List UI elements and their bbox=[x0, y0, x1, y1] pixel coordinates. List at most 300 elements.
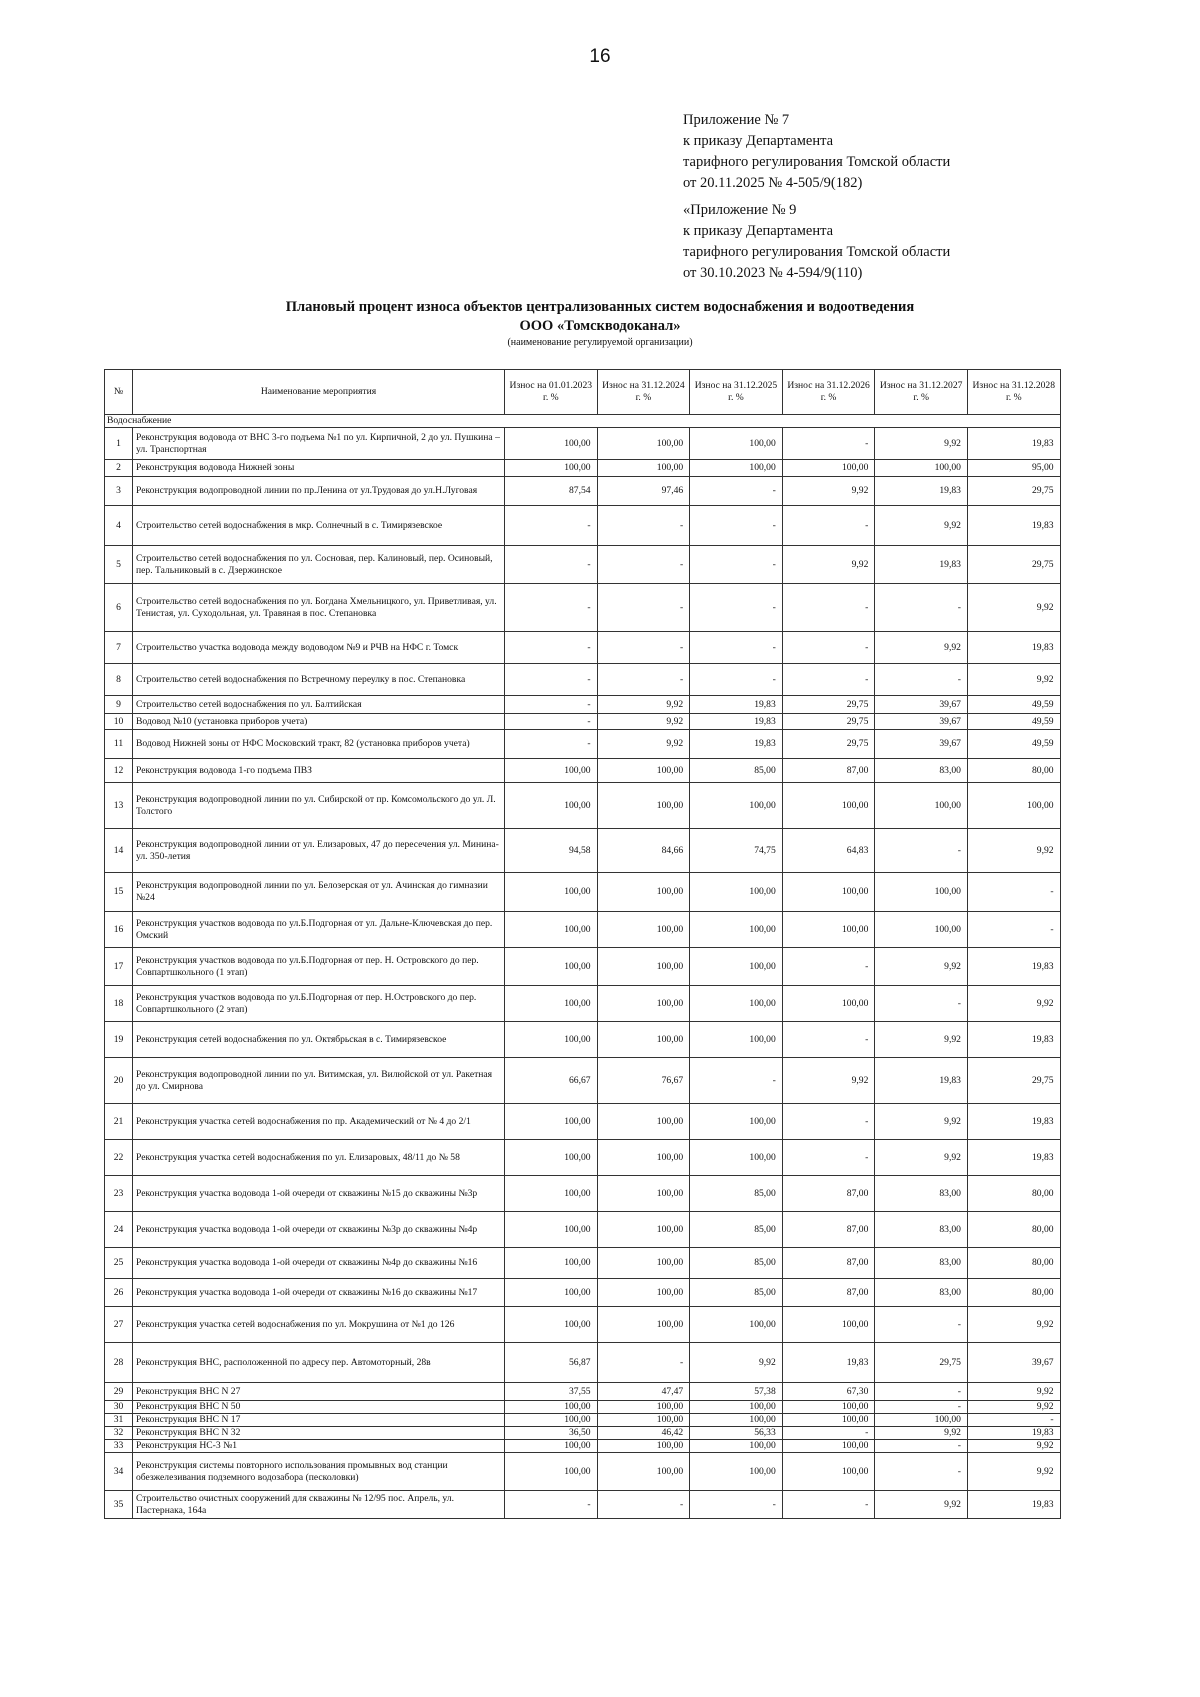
table-row bbox=[105, 1427, 1061, 1440]
wear-value: 19,83 bbox=[690, 714, 783, 730]
measure-name: Реконструкция участков водовода по ул.Б.Подгорная от пер. Н.Островского до пер. Совпартшкольного (2 этап) bbox=[133, 986, 505, 1022]
organization-name: ООО «Томскводоканал» bbox=[519, 318, 681, 334]
appendix-7-line: от 20.11.2025 № 4-505/9(182) bbox=[683, 175, 863, 191]
appendix-9-line: «Приложение № 9 bbox=[683, 202, 797, 218]
table-row bbox=[105, 477, 1061, 506]
wear-value: - bbox=[875, 664, 968, 696]
wear-value: - bbox=[782, 1104, 875, 1140]
table-row bbox=[105, 730, 1061, 759]
wear-value: 100,00 bbox=[782, 1401, 875, 1414]
wear-value: - bbox=[875, 584, 968, 632]
wear-value: 85,00 bbox=[690, 759, 783, 783]
header-number: № bbox=[105, 370, 133, 415]
table-row bbox=[105, 664, 1061, 696]
wear-value: 9,92 bbox=[875, 1427, 968, 1440]
wear-value: - bbox=[782, 632, 875, 664]
wear-value: 100,00 bbox=[782, 1414, 875, 1427]
wear-value: 9,92 bbox=[875, 506, 968, 546]
wear-value: 29,75 bbox=[967, 546, 1060, 584]
wear-value: 95,00 bbox=[967, 460, 1060, 477]
wear-value: 87,00 bbox=[782, 1176, 875, 1212]
row-number: 15 bbox=[105, 873, 133, 912]
wear-value: 100,00 bbox=[505, 873, 598, 912]
wear-value: 19,83 bbox=[967, 1491, 1060, 1519]
page-number: 16 bbox=[589, 46, 611, 67]
wear-value: 19,83 bbox=[967, 428, 1060, 460]
measure-name: Реконструкция системы повторного использования промывных вод станции обезжелезивания подземного водозабора (песколовки) bbox=[133, 1453, 505, 1491]
table-row bbox=[105, 829, 1061, 873]
wear-value: 9,92 bbox=[597, 696, 690, 714]
wear-value: 100,00 bbox=[597, 948, 690, 986]
wear-value: 100,00 bbox=[505, 1453, 598, 1491]
wear-value: - bbox=[875, 1453, 968, 1491]
measure-name: Реконструкция водопроводной линии по ул. Белозерская от ул. Ачинская до гимназии №24 bbox=[133, 873, 505, 912]
table-row bbox=[105, 948, 1061, 986]
table-row bbox=[105, 584, 1061, 632]
wear-value: 100,00 bbox=[690, 1022, 783, 1058]
wear-value: 100,00 bbox=[505, 948, 598, 986]
row-number: 23 bbox=[105, 1176, 133, 1212]
table-row bbox=[105, 696, 1061, 714]
measure-name: Реконструкция участков водовода по ул.Б.Подгорная от ул. Дальне-Ключевская до пер. Омский bbox=[133, 912, 505, 948]
wear-value: 49,59 bbox=[967, 696, 1060, 714]
wear-value: 85,00 bbox=[690, 1212, 783, 1248]
measure-name: Строительство сетей водоснабжения по Встречному переулку в пос. Степановка bbox=[133, 664, 505, 696]
wear-value: - bbox=[875, 1383, 968, 1401]
wear-value: 29,75 bbox=[967, 1058, 1060, 1104]
wear-value: 100,00 bbox=[875, 1414, 968, 1427]
wear-value: 19,83 bbox=[875, 1058, 968, 1104]
measure-name: Реконструкция НС-3 №1 bbox=[133, 1440, 505, 1453]
wear-value: 100,00 bbox=[505, 986, 598, 1022]
wear-value: 9,92 bbox=[875, 1104, 968, 1140]
wear-value: - bbox=[597, 1491, 690, 1519]
wear-value: 49,59 bbox=[967, 714, 1060, 730]
table-row bbox=[105, 1401, 1061, 1414]
wear-value: 83,00 bbox=[875, 759, 968, 783]
wear-value: 87,00 bbox=[782, 1212, 875, 1248]
appendix-9-line: тарифного регулирования Томской области bbox=[683, 244, 951, 260]
wear-value: 19,83 bbox=[690, 696, 783, 714]
wear-value: 100,00 bbox=[875, 912, 968, 948]
wear-value: 87,00 bbox=[782, 1248, 875, 1279]
header-measure-name: Наименование мероприятия bbox=[133, 370, 505, 415]
table-row bbox=[105, 460, 1061, 477]
table-row bbox=[105, 428, 1061, 460]
measure-name: Реконструкция водовода от ВНС 3-го подъема №1 по ул. Кирпичной, 2 до ул. Пушкина – ул. Транспортная bbox=[133, 428, 505, 460]
wear-value: 100,00 bbox=[690, 1104, 783, 1140]
table-row bbox=[105, 1414, 1061, 1427]
wear-value: 83,00 bbox=[875, 1279, 968, 1307]
wear-value: - bbox=[782, 428, 875, 460]
wear-value: 64,83 bbox=[782, 829, 875, 873]
wear-value: 100,00 bbox=[875, 783, 968, 829]
appendix-7-block bbox=[683, 110, 1003, 194]
wear-value: 80,00 bbox=[967, 1279, 1060, 1307]
table-row bbox=[105, 1440, 1061, 1453]
wear-value: 9,92 bbox=[875, 1491, 968, 1519]
wear-value: - bbox=[505, 1491, 598, 1519]
wear-value: - bbox=[505, 714, 598, 730]
table-row bbox=[105, 1343, 1061, 1383]
measure-name: Реконструкция ВНС N 17 bbox=[133, 1414, 505, 1427]
wear-value: - bbox=[690, 632, 783, 664]
measure-name: Реконструкция водопроводной линии по пр.Ленина от ул.Трудовая до ул.Н.Луговая bbox=[133, 477, 505, 506]
wear-value: 80,00 bbox=[967, 1212, 1060, 1248]
row-number: 20 bbox=[105, 1058, 133, 1104]
measure-name: Реконструкция ВНС N 27 bbox=[133, 1383, 505, 1401]
wear-value: 100,00 bbox=[690, 912, 783, 948]
table-row bbox=[105, 1279, 1061, 1307]
wear-value: - bbox=[505, 632, 598, 664]
wear-value: 9,92 bbox=[967, 1440, 1060, 1453]
wear-value: 9,92 bbox=[875, 948, 968, 986]
wear-value: 84,66 bbox=[597, 829, 690, 873]
wear-value: 100,00 bbox=[505, 783, 598, 829]
wear-value: 9,92 bbox=[967, 664, 1060, 696]
wear-value: - bbox=[690, 506, 783, 546]
header-period: Износ на 01.01.2023 г. % bbox=[505, 370, 598, 415]
wear-value: 94,58 bbox=[505, 829, 598, 873]
wear-value: 49,59 bbox=[967, 730, 1060, 759]
wear-value: 100,00 bbox=[505, 759, 598, 783]
wear-value: 9,92 bbox=[782, 477, 875, 506]
measure-name: Реконструкция участка сетей водоснабжения по ул. Елизаровых, 48/11 до № 58 bbox=[133, 1140, 505, 1176]
row-number: 7 bbox=[105, 632, 133, 664]
measure-name: Строительство участка водовода между водоводом №9 и РЧВ на НФС г. Томск bbox=[133, 632, 505, 664]
wear-value: 100,00 bbox=[690, 948, 783, 986]
wear-value: 9,92 bbox=[782, 1058, 875, 1104]
wear-value: 100,00 bbox=[597, 1279, 690, 1307]
wear-value: - bbox=[875, 829, 968, 873]
wear-value: 80,00 bbox=[967, 759, 1060, 783]
table-row bbox=[105, 1058, 1061, 1104]
table-row bbox=[105, 1140, 1061, 1176]
wear-value: - bbox=[597, 546, 690, 584]
wear-value: 74,75 bbox=[690, 829, 783, 873]
table-row bbox=[105, 632, 1061, 664]
measure-name: Реконструкция водовода 1-го подъема ПВЗ bbox=[133, 759, 505, 783]
wear-value: 100,00 bbox=[505, 1104, 598, 1140]
row-number: 19 bbox=[105, 1022, 133, 1058]
measure-name: Строительство сетей водоснабжения в мкр. Солнечный в с. Тимирязевское bbox=[133, 506, 505, 546]
row-number: 18 bbox=[105, 986, 133, 1022]
wear-value: 100,00 bbox=[690, 1140, 783, 1176]
measure-name: Реконструкция ВНС N 32 bbox=[133, 1427, 505, 1440]
wear-value: 83,00 bbox=[875, 1212, 968, 1248]
wear-value: 76,67 bbox=[597, 1058, 690, 1104]
header-period: Износ на 31.12.2026 г. % bbox=[782, 370, 875, 415]
wear-percentage-table bbox=[104, 369, 1061, 1519]
wear-value: 39,67 bbox=[967, 1343, 1060, 1383]
wear-value: 100,00 bbox=[597, 759, 690, 783]
wear-value: - bbox=[875, 1440, 968, 1453]
row-number: 11 bbox=[105, 730, 133, 759]
wear-value: 100,00 bbox=[505, 1440, 598, 1453]
wear-value: - bbox=[782, 1022, 875, 1058]
measure-name: Реконструкция участка сетей водоснабжения по ул. Мокрушина от №1 до 126 bbox=[133, 1307, 505, 1343]
wear-value: 100,00 bbox=[597, 1022, 690, 1058]
wear-value: 87,54 bbox=[505, 477, 598, 506]
wear-value: 19,83 bbox=[875, 477, 968, 506]
wear-value: 100,00 bbox=[597, 1140, 690, 1176]
row-number: 28 bbox=[105, 1343, 133, 1383]
wear-value: 100,00 bbox=[597, 873, 690, 912]
table-row bbox=[105, 1104, 1061, 1140]
wear-value: 29,75 bbox=[782, 730, 875, 759]
wear-value: 100,00 bbox=[782, 783, 875, 829]
row-number: 10 bbox=[105, 714, 133, 730]
appendix-9-line: к приказу Департамента bbox=[683, 223, 834, 239]
row-number: 34 bbox=[105, 1453, 133, 1491]
wear-value: 56,33 bbox=[690, 1427, 783, 1440]
header-period: Износ на 31.12.2024 г. % bbox=[597, 370, 690, 415]
table-row bbox=[105, 1453, 1061, 1491]
wear-value: 100,00 bbox=[597, 1453, 690, 1491]
wear-value: 19,83 bbox=[967, 632, 1060, 664]
wear-value: - bbox=[967, 873, 1060, 912]
measure-name: Реконструкция сетей водоснабжения по ул. Октябрьская в с. Тимирязевское bbox=[133, 1022, 505, 1058]
wear-value: 100,00 bbox=[690, 460, 783, 477]
row-number: 30 bbox=[105, 1401, 133, 1414]
appendix-7-line: к приказу Департамента bbox=[683, 133, 834, 149]
row-number: 32 bbox=[105, 1427, 133, 1440]
wear-value: - bbox=[690, 1491, 783, 1519]
wear-value: 100,00 bbox=[690, 1307, 783, 1343]
wear-value: - bbox=[782, 948, 875, 986]
header-period: Износ на 31.12.2027 г. % bbox=[875, 370, 968, 415]
wear-value: 80,00 bbox=[967, 1248, 1060, 1279]
wear-value: 100,00 bbox=[690, 428, 783, 460]
wear-value: 9,92 bbox=[597, 730, 690, 759]
measure-name: Реконструкция водовода Нижней зоны bbox=[133, 460, 505, 477]
row-number: 22 bbox=[105, 1140, 133, 1176]
table-row bbox=[105, 912, 1061, 948]
wear-value: 100,00 bbox=[690, 986, 783, 1022]
row-number: 17 bbox=[105, 948, 133, 986]
appendix-7-line: Приложение № 7 bbox=[683, 112, 790, 128]
document-title-line: Плановый процент износа объектов централизованных систем водоснабжения и водоотведения bbox=[285, 299, 915, 315]
measure-name: Строительство очистных сооружений для скважины № 12/95 пос. Апрель, ул. Пастернака, 164а bbox=[133, 1491, 505, 1519]
wear-value: - bbox=[505, 664, 598, 696]
wear-value: 19,83 bbox=[875, 546, 968, 584]
wear-value: 9,92 bbox=[875, 428, 968, 460]
row-number: 33 bbox=[105, 1440, 133, 1453]
wear-value: 100,00 bbox=[505, 1022, 598, 1058]
wear-value: 100,00 bbox=[597, 1248, 690, 1279]
wear-value: 83,00 bbox=[875, 1176, 968, 1212]
wear-value: 29,75 bbox=[967, 477, 1060, 506]
measure-name: Реконструкция участка водовода 1-ой очереди от скважины №3р до скважины №4р bbox=[133, 1212, 505, 1248]
header-period: Износ на 31.12.2025 г. % bbox=[690, 370, 783, 415]
table-row bbox=[105, 873, 1061, 912]
wear-value: 100,00 bbox=[782, 912, 875, 948]
wear-value: 9,92 bbox=[967, 986, 1060, 1022]
wear-value: - bbox=[505, 584, 598, 632]
table-row bbox=[105, 714, 1061, 730]
wear-value: 36,50 bbox=[505, 1427, 598, 1440]
table-row bbox=[105, 546, 1061, 584]
wear-value: - bbox=[505, 546, 598, 584]
measure-name: Водовод №10 (установка приборов учета) bbox=[133, 714, 505, 730]
wear-value: 100,00 bbox=[782, 873, 875, 912]
row-number: 5 bbox=[105, 546, 133, 584]
appendix-9-block bbox=[683, 200, 1003, 284]
measure-name: Водовод Нижней зоны от НФС Московский тракт, 82 (установка приборов учета) bbox=[133, 730, 505, 759]
row-number: 26 bbox=[105, 1279, 133, 1307]
measure-name: Реконструкция участка водовода 1-ой очереди от скважины №15 до скважины №3р bbox=[133, 1176, 505, 1212]
measure-name: Реконструкция ВНС, расположенной по адресу пер. Автомоторный, 28в bbox=[133, 1343, 505, 1383]
wear-value: - bbox=[597, 632, 690, 664]
wear-value: 66,67 bbox=[505, 1058, 598, 1104]
row-number: 3 bbox=[105, 477, 133, 506]
wear-value: 100,00 bbox=[597, 1212, 690, 1248]
wear-value: 100,00 bbox=[505, 1248, 598, 1279]
wear-value: 83,00 bbox=[875, 1248, 968, 1279]
measure-name: Реконструкция участка водовода 1-ой очереди от скважины №4р до скважины №16 bbox=[133, 1248, 505, 1279]
table-row bbox=[105, 1383, 1061, 1401]
wear-value: - bbox=[505, 506, 598, 546]
wear-value: 100,00 bbox=[505, 1414, 598, 1427]
wear-value: 100,00 bbox=[967, 783, 1060, 829]
wear-value: 9,92 bbox=[967, 1383, 1060, 1401]
wear-value: - bbox=[782, 584, 875, 632]
measure-name: Реконструкция водопроводной линии от ул. Елизаровых, 47 до пересечения ул. Минина-ул. 350-летия bbox=[133, 829, 505, 873]
wear-value: 100,00 bbox=[505, 1176, 598, 1212]
wear-value: 100,00 bbox=[505, 1401, 598, 1414]
wear-value: 29,75 bbox=[782, 696, 875, 714]
wear-value: 9,92 bbox=[967, 1307, 1060, 1343]
measure-name: Реконструкция водопроводной линии по ул. Сибирской от пр. Комсомольского до ул. Л. Толстого bbox=[133, 783, 505, 829]
wear-value: 100,00 bbox=[875, 873, 968, 912]
wear-value: - bbox=[690, 584, 783, 632]
wear-value: 9,92 bbox=[597, 714, 690, 730]
wear-value: - bbox=[782, 1491, 875, 1519]
section-label: Водоснабжение bbox=[105, 415, 1061, 428]
table-row bbox=[105, 986, 1061, 1022]
wear-value: 85,00 bbox=[690, 1248, 783, 1279]
wear-value: 29,75 bbox=[875, 1343, 968, 1383]
wear-value: 85,00 bbox=[690, 1176, 783, 1212]
wear-value: 100,00 bbox=[505, 912, 598, 948]
measure-name: Реконструкция ВНС N 50 bbox=[133, 1401, 505, 1414]
wear-value: - bbox=[782, 664, 875, 696]
table-row bbox=[105, 1248, 1061, 1279]
wear-value: - bbox=[505, 730, 598, 759]
wear-value: 100,00 bbox=[782, 986, 875, 1022]
wear-value: 39,67 bbox=[875, 730, 968, 759]
wear-value: 19,83 bbox=[967, 506, 1060, 546]
wear-value: 100,00 bbox=[597, 1414, 690, 1427]
table-body bbox=[105, 415, 1061, 1519]
wear-value: 100,00 bbox=[505, 1307, 598, 1343]
wear-value: 80,00 bbox=[967, 1176, 1060, 1212]
row-number: 12 bbox=[105, 759, 133, 783]
wear-value: 100,00 bbox=[505, 428, 598, 460]
wear-value: 100,00 bbox=[690, 1401, 783, 1414]
wear-value: - bbox=[875, 1401, 968, 1414]
organization-caption: (наименование регулируемой организации) bbox=[507, 337, 693, 348]
wear-value: 100,00 bbox=[782, 1453, 875, 1491]
wear-value: - bbox=[597, 506, 690, 546]
wear-value: - bbox=[782, 506, 875, 546]
wear-value: 100,00 bbox=[597, 1176, 690, 1212]
wear-value: 47,47 bbox=[597, 1383, 690, 1401]
wear-value: 9,92 bbox=[782, 546, 875, 584]
wear-value: - bbox=[505, 696, 598, 714]
wear-value: 100,00 bbox=[597, 1307, 690, 1343]
wear-value: 9,92 bbox=[967, 1453, 1060, 1491]
wear-value: 19,83 bbox=[967, 948, 1060, 986]
measure-name: Реконструкция водопроводной линии по ул. Витимская, ул. Вилюйской от ул. Ракетная до ул. Смирнова bbox=[133, 1058, 505, 1104]
wear-value: 87,00 bbox=[782, 759, 875, 783]
wear-value: 100,00 bbox=[782, 1440, 875, 1453]
wear-value: 67,30 bbox=[782, 1383, 875, 1401]
wear-value: 100,00 bbox=[690, 783, 783, 829]
wear-value: 100,00 bbox=[597, 428, 690, 460]
row-number: 21 bbox=[105, 1104, 133, 1140]
wear-value: 100,00 bbox=[597, 1440, 690, 1453]
wear-value: 57,38 bbox=[690, 1383, 783, 1401]
wear-value: - bbox=[597, 584, 690, 632]
wear-value: 39,67 bbox=[875, 696, 968, 714]
table-row bbox=[105, 506, 1061, 546]
header-period: Износ на 31.12.2028 г. % bbox=[967, 370, 1060, 415]
wear-value: 100,00 bbox=[505, 1140, 598, 1176]
wear-value: - bbox=[875, 1307, 968, 1343]
wear-value: 100,00 bbox=[690, 1453, 783, 1491]
wear-value: 100,00 bbox=[875, 460, 968, 477]
wear-value: - bbox=[967, 1414, 1060, 1427]
measure-name: Реконструкция участков водовода по ул.Б.Подгорная от пер. Н. Островского до пер. Совпартшкольного (1 этап) bbox=[133, 948, 505, 986]
row-number: 2 bbox=[105, 460, 133, 477]
wear-value: 100,00 bbox=[690, 1414, 783, 1427]
table-row bbox=[105, 783, 1061, 829]
wear-value: - bbox=[967, 912, 1060, 948]
table-row bbox=[105, 1491, 1061, 1519]
wear-value: 9,92 bbox=[967, 1401, 1060, 1414]
wear-value: 37,55 bbox=[505, 1383, 598, 1401]
wear-value: 9,92 bbox=[875, 1140, 968, 1176]
row-number: 8 bbox=[105, 664, 133, 696]
table-header-row bbox=[105, 370, 1061, 415]
wear-value: 100,00 bbox=[597, 912, 690, 948]
wear-value: 100,00 bbox=[690, 873, 783, 912]
wear-value: 46,42 bbox=[597, 1427, 690, 1440]
table-row bbox=[105, 1176, 1061, 1212]
wear-value: 100,00 bbox=[782, 460, 875, 477]
wear-value: - bbox=[690, 664, 783, 696]
wear-value: 29,75 bbox=[782, 714, 875, 730]
wear-value: - bbox=[690, 477, 783, 506]
document-title bbox=[0, 298, 1200, 336]
table-row bbox=[105, 1022, 1061, 1058]
row-number: 35 bbox=[105, 1491, 133, 1519]
wear-value: 56,87 bbox=[505, 1343, 598, 1383]
section-row bbox=[105, 415, 1061, 428]
measure-name: Строительство сетей водоснабжения по ул. Богдана Хмельницкого, ул. Приветливая, ул. Тенистая, ул. Суходольная, ул. Травяная в пос. Степановка bbox=[133, 584, 505, 632]
wear-value: - bbox=[597, 664, 690, 696]
wear-value: 9,92 bbox=[875, 1022, 968, 1058]
row-number: 4 bbox=[105, 506, 133, 546]
wear-value: 39,67 bbox=[875, 714, 968, 730]
row-number: 24 bbox=[105, 1212, 133, 1248]
appendix-9-line: от 30.10.2023 № 4-594/9(110) bbox=[683, 265, 863, 281]
wear-value: 19,83 bbox=[967, 1427, 1060, 1440]
wear-value: 97,46 bbox=[597, 477, 690, 506]
row-number: 6 bbox=[105, 584, 133, 632]
wear-value: 100,00 bbox=[597, 1104, 690, 1140]
